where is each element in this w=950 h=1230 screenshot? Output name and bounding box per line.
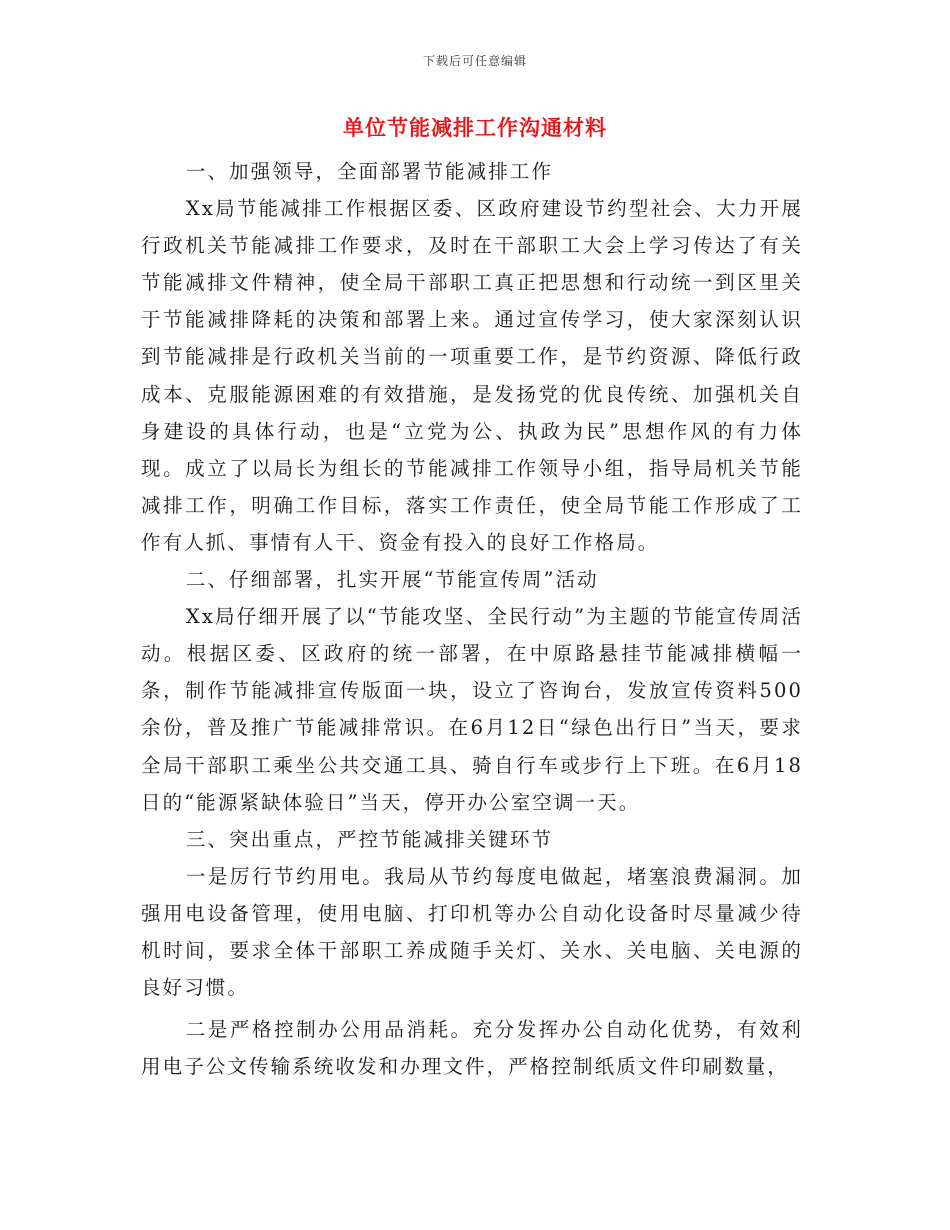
paragraph-energy-week: Xx局仔细开展了以“节能攻坚、全民行动”为主题的节能宣传周活动。根据区委、区政府的统一部署，在中原路悬挂节能减排横幅一条，制作节能减排宣传版面一块，设立了咨询台，发放宣传资料500余份，普及推广节能减排常识。在6月12日“绿色出行日”当天，要求全局干部职工乘坐公共交通工具、骑自行车或步行上下班。在6月18日的“能源紧缺体验日”当天，停开办公室空调一天。 xyxy=(141,605,803,814)
header-note: 下载后可任意编辑 xyxy=(422,54,527,68)
paragraph-office-supplies: 二是严格控制办公用品消耗。充分发挥办公自动化优势，有效利用电子公文传输系统收发和办理文件，严格控制纸质文件印刷数量， xyxy=(141,1018,803,1079)
section-heading-2: 二、仔细部署，扎实开展“节能宣传周”活动 xyxy=(185,568,599,592)
paragraph-leadership: Xx局节能减排工作根据区委、区政府建设节约型社会、大力开展行政机关节能减排工作要求，及时在干部职工大会上学习传达了有关节能减排文件精神，使全局干部职工真正把思想和行动统一到区里关于节能减排降耗的决策和部署上来。通过宣传学习，使大家深刻认识到节能减排是行政机关当前的一项重要工作，是节约资源、降低行政成本、克服能源困难的有效措施，是发扬党的优良传统、加强机关自身建设的具体行动，也是“立党为公、执政为民”思想作风的有力体现。成立了以局长为组长的节能减排工作领导小组，指导局机关节能减排工作，明确工作目标，落实工作责任，使全局节能工作形成了工作有人抓、事情有人干、资金有投入的良好工作格局。 xyxy=(141,197,803,554)
section-heading-1: 一、加强领导，全面部署节能减排工作 xyxy=(185,160,554,183)
document-body xyxy=(141,153,803,1085)
paragraph-save-electricity: 一是厉行节约用电。我局从节约每度电做起，堵塞浪费漏洞。加强用电设备管理，使用电脑、打印机等办公自动化设备时尽量减少待机时间，要求全体干部职工养成随手关灯、关水、关电脑、关电源的良好习惯。 xyxy=(141,864,803,1000)
section-heading-3: 三、突出重点，严控节能减排关键环节 xyxy=(185,827,554,851)
document-title: 单位节能减排工作沟通材料 xyxy=(343,115,607,140)
